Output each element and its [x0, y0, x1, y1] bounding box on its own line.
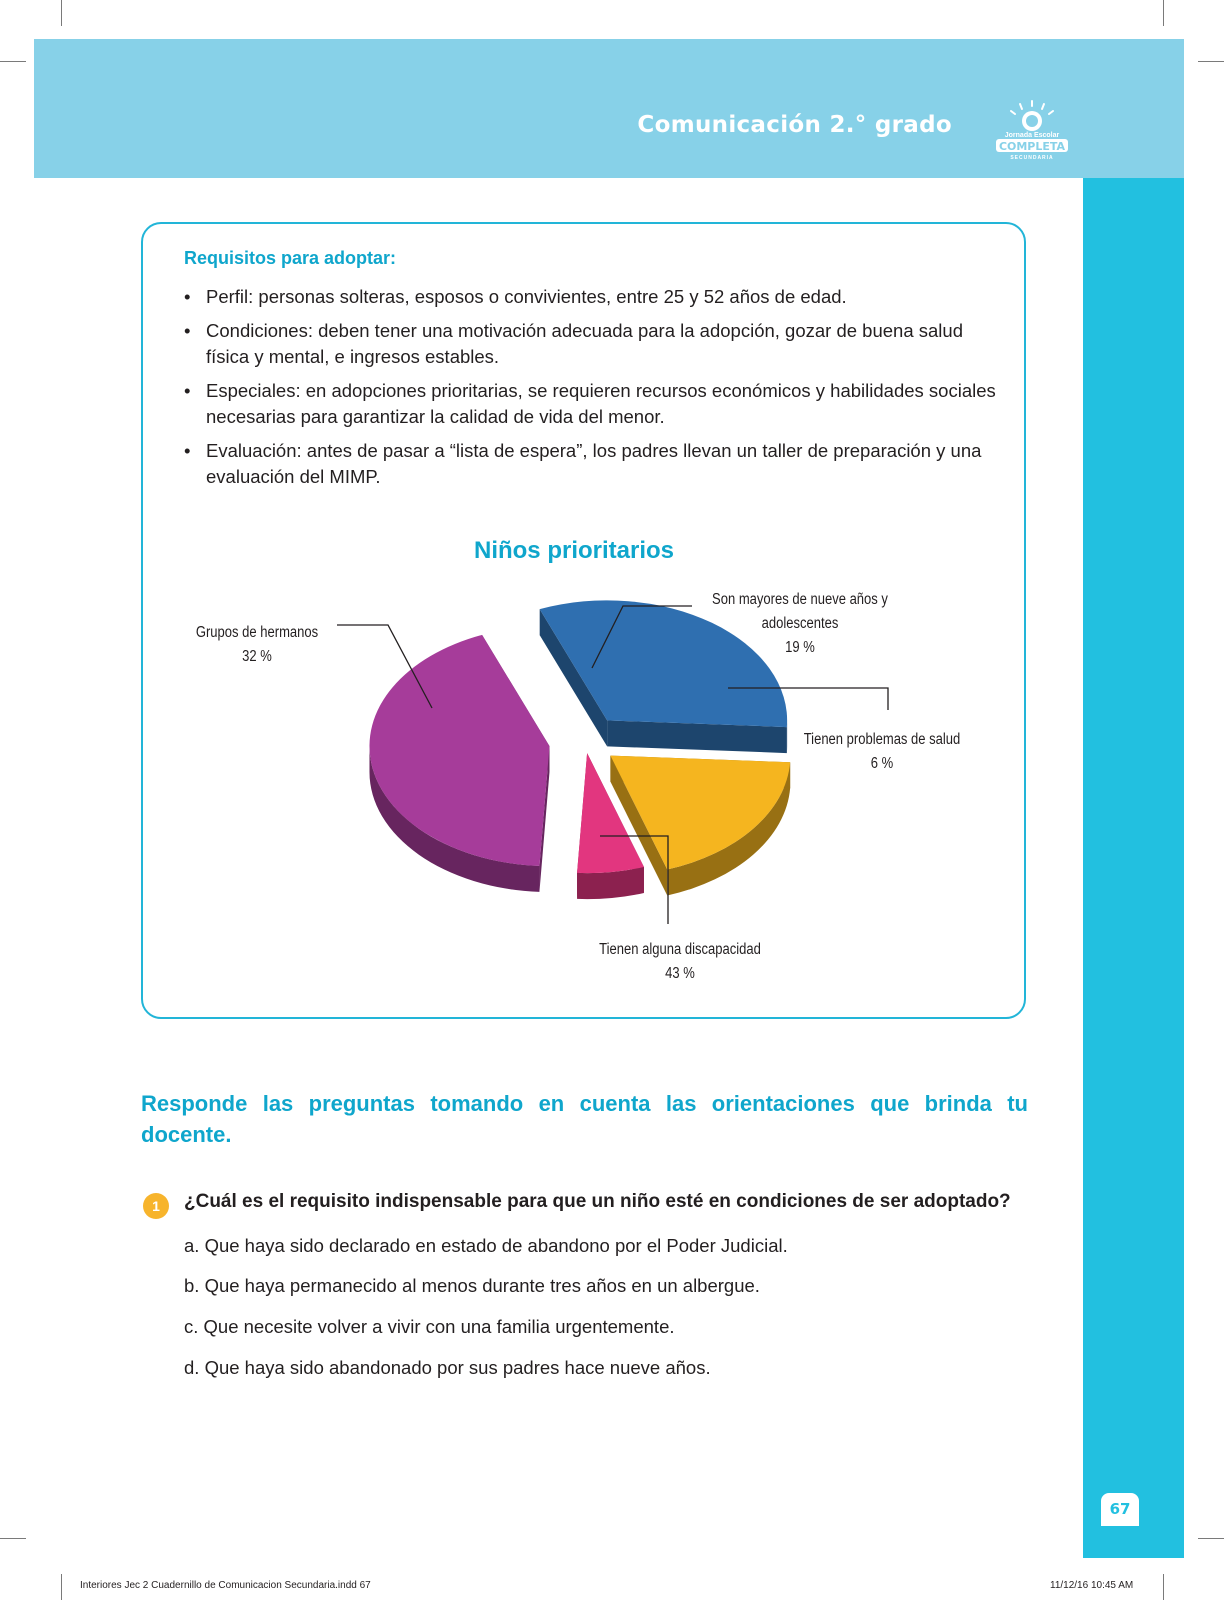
label-problemas-salud [798, 728, 966, 776]
crop-mark [1163, 1574, 1164, 1600]
crop-mark [1198, 1538, 1224, 1539]
crop-mark [61, 1574, 62, 1600]
label-line: Grupos de hermanos [195, 624, 319, 641]
page-number: 67 [1109, 1500, 1131, 1518]
answer-option-a[interactable]: a. Que haya sido declarado en estado de abandono por el Poder Judicial. [184, 1235, 788, 1256]
requirement-text: Perfil: personas solteras, esposos o convivientes, entre 25 y 52 años de edad. [206, 286, 847, 307]
instruction-heading: Responde las preguntas tomando en cuenta las orientaciones que brinda tu docente. [141, 1091, 1028, 1147]
label-value: 43 % [665, 965, 695, 982]
bullet-dot: • [184, 440, 191, 461]
logo-text-main: COMPLETA [998, 140, 1066, 153]
label-line: Son mayores de nueve años y [712, 591, 888, 608]
label-discapacidad [596, 938, 764, 986]
answer-option-d[interactable]: d. Que haya sido abandonado por sus padres hace nueve años. [184, 1357, 711, 1378]
label-line: Tienen problemas de salud [803, 731, 961, 748]
page-header-title: Comunicación 2.° grado [637, 112, 952, 138]
footer-timestamp: 11/12/16 10:45 AM [1050, 1580, 1134, 1591]
requirements-title: Requisitos para adoptar: [184, 248, 397, 268]
label-grupos-hermanos [190, 621, 324, 669]
logo-text-sub: SECUNDARIA [1010, 155, 1054, 161]
bullet-dot: • [184, 286, 191, 307]
label-line: Tienen alguna discapacidad [599, 941, 761, 958]
question-number-badge: 1 [143, 1193, 169, 1219]
answer-option-c[interactable]: c. Que necesite volver a vivir con una familia urgentemente. [184, 1316, 675, 1337]
logo-text-top: Jornada Escolar [1004, 132, 1060, 139]
pie-slice-3 [369, 635, 549, 892]
chart-title: Niños prioritarios [473, 537, 675, 564]
answer-option-b[interactable]: b. Que haya permanecido al menos durante tres años en un albergue. [184, 1275, 760, 1296]
requirement-text: Especiales: en adopciones prioritarias, se requieren recursos económicos y habilidades sociales necesarias para garantizar la calidad de vida del menor. [206, 380, 996, 427]
label-value: 32 % [242, 648, 272, 665]
label-value: 19 % [785, 639, 815, 656]
footer-filename: Interiores Jec 2 Cuadernillo de Comunicacion Secundaria.indd 67 [80, 1580, 371, 1591]
requirement-text: Condiciones: deben tener una motivación adecuada para la adopción, gozar de buena salud física y mental, e ingresos estables. [206, 320, 963, 367]
label-value: 6 % [870, 755, 894, 772]
bullet-dot: • [184, 380, 191, 401]
crop-mark [0, 1538, 26, 1539]
requirement-text: Evaluación: antes de pasar a “lista de espera”, los padres llevan un taller de preparación y una evaluación del MIMP. [206, 440, 982, 487]
bullet-dot: • [184, 320, 191, 341]
label-line: adolescentes [761, 615, 839, 632]
question-text: ¿Cuál es el requisito indispensable para que un niño esté en condiciones de ser adoptado? [184, 1191, 1011, 1212]
label-mayores-nueve [708, 588, 893, 660]
